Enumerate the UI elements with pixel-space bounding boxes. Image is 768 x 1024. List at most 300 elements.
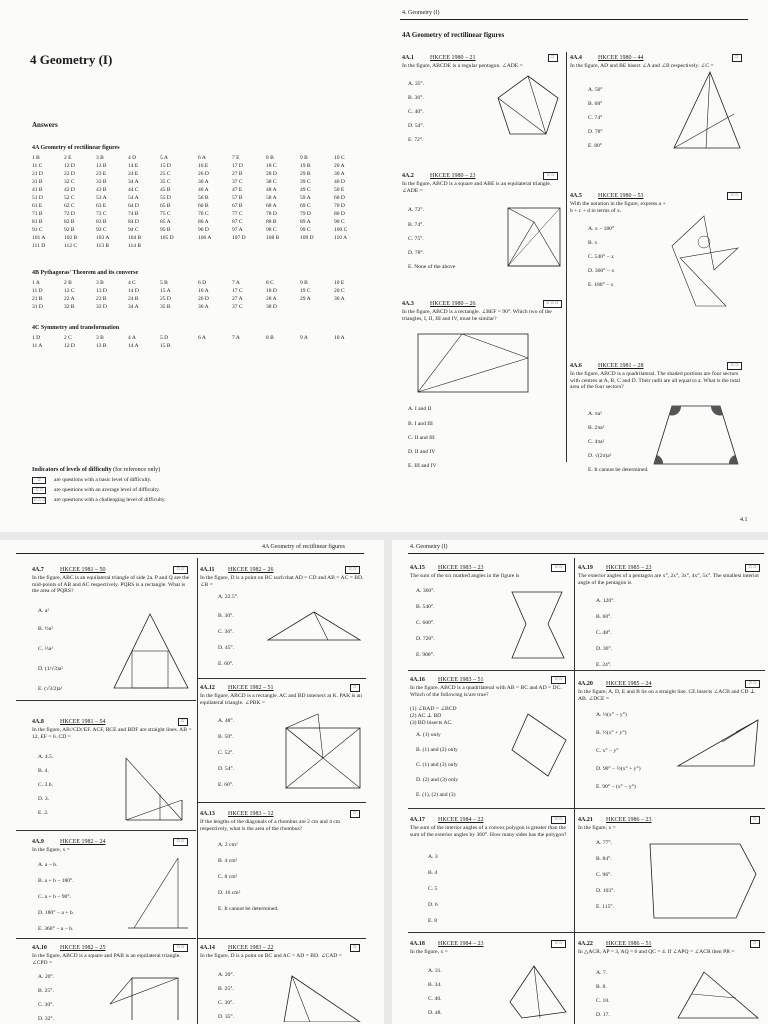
option-d: D. 6 (428, 902, 438, 908)
question-source: HKCEE 1982 – 26 (228, 567, 274, 573)
option-e: E. 2. (38, 810, 49, 816)
option-d: D. 78°. (408, 250, 425, 256)
difficulty-indicators (32, 467, 232, 511)
option-a: A. 20°. (38, 974, 55, 980)
option-e: E. 90° − (x° − y°) (596, 784, 636, 790)
option-e: E. 24°. (596, 662, 612, 668)
question-source: HKCEE 1985 – 24 (606, 681, 652, 687)
difficulty-star-icon: ☆☆ (551, 564, 566, 572)
answer-cell: 11 D (32, 288, 43, 294)
answer-cell: 30 A (334, 171, 345, 177)
question-stem: In the figure, D is a point on BC and AC = AD = BD. ∠CAD = (200, 953, 342, 959)
answer-cell: 28 D (266, 171, 277, 177)
page-answers (0, 0, 384, 532)
question-4a-17 (410, 816, 570, 928)
answer-cell: 60 D (334, 195, 345, 201)
option-e: E. 60°. (218, 782, 234, 788)
answer-cell: 37 C (232, 304, 243, 310)
difficulty-star-icon: ☆ (750, 816, 760, 824)
option-d: D. 32°. (38, 1016, 55, 1022)
answer-cell: 77 C (232, 211, 243, 217)
answer-cell: 22 A (64, 296, 75, 302)
option-c: C. 48°. (596, 630, 612, 636)
question-source: HKCEE 1983 – 51 (438, 677, 484, 683)
answer-cell: 32 C (64, 179, 75, 185)
question-source: HKCEE 1980 – 53 (598, 193, 644, 199)
answer-cell: 29 A (300, 296, 311, 302)
answer-cell: 10 C (334, 155, 345, 161)
answer-cell: 3 B (96, 155, 104, 161)
answer-cell: 97 A (232, 227, 243, 233)
option-d: D. 360° − x (588, 268, 615, 274)
question-number: 4A.21 (578, 817, 593, 823)
option-c: C. 30°. (38, 1002, 54, 1008)
question-number: 4A.19 (578, 565, 593, 571)
option-b: B. 60°. (596, 614, 612, 620)
answer-cell: 42 D (64, 187, 75, 193)
rectangle-triangles-figure (414, 330, 534, 398)
answer-cell: 10 A (334, 335, 345, 341)
question-source: HKCEE 1984 – 23 (438, 941, 484, 947)
answer-cell: 27 B (232, 171, 243, 177)
option-d: D. 54°. (218, 766, 235, 772)
square-figure (504, 202, 566, 272)
option-c: C. 5 (428, 886, 438, 892)
parallel-lines-figure (120, 752, 192, 824)
answer-cell: 80 D (334, 211, 345, 217)
answer-cell: 55 D (160, 195, 171, 201)
option-a: A. 72°. (408, 207, 425, 213)
answer-cell: 71 B (32, 211, 43, 217)
hexagon-figure (504, 586, 570, 662)
option-d: D. II and IV (408, 449, 436, 455)
option-b: B. 4 cm² (218, 858, 238, 864)
answers-heading: Answers (32, 121, 58, 129)
option-a: A. a − b. (38, 862, 58, 868)
answer-cell: 15 A (160, 288, 171, 294)
answer-cell: 101 A (32, 235, 46, 241)
answer-cell: 70 D (334, 203, 345, 209)
triangle-point-figure (280, 972, 364, 1022)
option-b: B. 25°. (218, 986, 234, 992)
indicator-average: are questions with an average level of difficulty. (54, 487, 160, 493)
question-stem: In the figure, ABC is an equilateral triangle of side 2a. P and Q are the mid-points of AB and AC respectively. PQRS is a rectangle. What is the area of PQRS? (32, 575, 190, 595)
answer-cell: 14 A (128, 343, 139, 349)
question-stem: In the figure, AD and BE bisect ∠A and ∠B respectively. ∠C = (570, 63, 714, 69)
question-4a-9 (32, 838, 192, 934)
chapter-title: 4 Geometry (I) (30, 52, 113, 67)
answer-cell: 24 B (128, 296, 139, 302)
section-heading: 4A Geometry of rectilinear figures (402, 31, 505, 39)
difficulty-star-icon: ☆☆ (173, 944, 188, 952)
option-a: A. 2 cm² (218, 842, 238, 848)
difficulty-star-icon: ☆☆ (727, 362, 742, 370)
option-c: C. 4πa² (588, 439, 605, 445)
difficulty-star-icon: ☆ (750, 940, 760, 948)
question-number: 4A.5 (570, 193, 582, 199)
answer-cell: 99 C (300, 227, 311, 233)
answer-cell: 34 A (128, 304, 139, 310)
question-4a-15 (410, 564, 570, 668)
star-three-icon: ☆☆☆ (33, 498, 46, 503)
square-triangle-figure (106, 974, 192, 1020)
answer-cell: 13 B (96, 343, 107, 349)
condition-3: (3) BD bisects AC. (410, 720, 453, 726)
answer-cell: 7 A (232, 335, 240, 341)
answer-cell: 5 A (160, 155, 168, 161)
answer-cell: 88 B (266, 219, 277, 225)
answer-cell: 100 C (334, 227, 348, 233)
answer-cell: 39 C (300, 179, 311, 185)
answer-cell: 56 B (198, 195, 209, 201)
option-c: C. 96°. (596, 872, 612, 878)
answer-cell: 26 D (198, 171, 209, 177)
option-d: D. (1/√3)a² (38, 666, 63, 672)
question-stem: In △ACR, AP = 3, AQ = 6 and QC = 4. If ∠APQ = ∠ACR then PR = (578, 949, 735, 955)
option-d: D. 3. (38, 796, 50, 802)
option-a: A. 22.5°. (218, 594, 239, 600)
answer-cell: 12 D (64, 163, 75, 169)
answer-cell: 17 C (232, 288, 243, 294)
answer-cell: 86 A (198, 219, 209, 225)
question-number: 4A.22 (578, 941, 593, 947)
answer-cell: 14 D (128, 288, 139, 294)
answer-cell: 8 B (266, 335, 274, 341)
answer-cell: 37 C (232, 179, 243, 185)
answer-cell: 87 C (232, 219, 243, 225)
answer-cell: 5 D (160, 335, 169, 341)
answer-cell: 26 D (198, 296, 209, 302)
answer-cell: 28 A (266, 296, 277, 302)
difficulty-star-icon: ☆ (350, 810, 360, 818)
difficulty-star-icon: ☆ (732, 54, 742, 62)
answer-cell: 34 A (128, 179, 139, 185)
answer-grid-4b (32, 280, 362, 316)
answer-cell: 105 D (160, 235, 174, 241)
indicator-challenging: are questions with a challenging level of difficulty. (54, 497, 166, 503)
option-e: E. (1), (2) and (3) (416, 792, 456, 798)
option-a: A. 48°. (218, 718, 235, 724)
answer-cell: 17 D (232, 163, 243, 169)
question-source: HKCEE 1982 – 25 (60, 945, 106, 951)
answer-cell: 21 D (32, 171, 43, 177)
question-source: HKCEE 1982 – 24 (60, 839, 106, 845)
star-one-icon: ☆ (32, 477, 46, 484)
question-4a-22 (578, 940, 764, 1022)
answer-cell: 69 C (300, 203, 311, 209)
bisector-triangle-figure (670, 68, 744, 152)
answer-cell: 51 D (32, 195, 43, 201)
option-a: A. 120°. (596, 598, 615, 604)
question-4a-19 (578, 564, 764, 668)
question-source: HKCEE 1982 – 51 (228, 685, 274, 691)
option-e: E. 60°. (218, 661, 234, 667)
option-b: B. a + b − 180°. (38, 878, 74, 884)
answer-cell: 33 D (96, 304, 107, 310)
option-e: E. III and IV (408, 463, 437, 469)
option-c: C. 75°. (408, 236, 424, 242)
indicators-note: (for reference only) (113, 467, 161, 473)
question-stem: In the figure, ABCD is a square and ABE is an equilateral triangle. ∠ADE = (402, 181, 552, 194)
question-number: 4A.9 (32, 839, 44, 845)
question-4a-7 (32, 566, 192, 696)
answer-cell: 35 C (160, 179, 171, 185)
question-source: HKCEE 1985 – 23 (606, 565, 652, 571)
answer-cell: 62 C (64, 203, 75, 209)
question-source: HKCEE 1986 – 51 (606, 941, 652, 947)
answer-cell: 48 A (266, 187, 277, 193)
answer-cell: 63 E (96, 203, 107, 209)
angle-figure (124, 852, 192, 932)
bisector-line-figure (674, 710, 762, 770)
option-a: A. I and II (408, 406, 432, 412)
question-number: 4A.7 (32, 567, 44, 573)
answer-cell: 111 D (32, 243, 46, 249)
option-b: B. 74°. (408, 222, 424, 228)
option-c: C. 540° − x (588, 254, 614, 260)
option-e: E. 360° − a − b. (38, 926, 74, 932)
answer-cell: 6 A (198, 155, 206, 161)
option-a: A. a² (38, 608, 49, 614)
answer-cell: 52 C (64, 195, 75, 201)
answer-cell: 3 B (96, 280, 104, 286)
question-source: HKCEE 1981 – 28 (598, 363, 644, 369)
question-number: 4A.10 (32, 945, 47, 951)
answer-cell: 16 A (198, 288, 209, 294)
question-4a-11 (200, 566, 364, 676)
question-number: 4A.12 (200, 685, 215, 691)
answer-cell: 65 B (160, 203, 171, 209)
answer-cell: 20 A (334, 163, 345, 169)
option-e: E. 80° (588, 143, 603, 149)
answer-cell: 78 D (266, 211, 277, 217)
answer-cell: 2 E (64, 155, 72, 161)
answer-cell: 53 A (96, 195, 107, 201)
option-c: C. 74° (588, 115, 603, 121)
answer-cell: 24 E (128, 171, 139, 177)
option-d: D. 103°. (596, 888, 615, 894)
section-4a-heading: 4A Geometry of rectilinear figures (32, 145, 120, 151)
question-stem: In the figure, ABCDE is a regular pentagon. ∠ADE = (402, 63, 523, 69)
question-stem: In the figure, AB//CD//EF. ACF, BCE and BDF are straight lines. AB = 12, EF = 6. CD = (32, 727, 192, 740)
condition-1: (1) ∠BAD = ∠BCD (410, 706, 457, 712)
answer-cell: 14 E (128, 163, 139, 169)
question-4a-18 (410, 940, 570, 1022)
star-two-icon: ☆☆ (32, 487, 46, 494)
option-a: A. 4.5. (38, 754, 54, 760)
question-number: 4A.13 (200, 811, 215, 817)
question-source: HKCEE 1980 – 23 (430, 173, 476, 179)
option-b: B. 540°. (416, 604, 435, 610)
question-4a-8 (32, 718, 192, 828)
option-d: D. 17. (596, 1012, 610, 1018)
question-4a-13 (200, 810, 364, 934)
page-4a-part1 (384, 0, 768, 532)
option-b: B. 68° (588, 101, 603, 107)
answer-cell: 30 A (334, 296, 345, 302)
answer-cell: 9 B (300, 280, 308, 286)
answer-cell: 114 B (128, 243, 142, 249)
answer-cell: 8 C (266, 280, 274, 286)
question-stem: In the figure, x = (32, 847, 70, 853)
option-a: A. 3 (428, 854, 438, 860)
question-stem: In the figure, ABCD is a rectangle. ∠BEF = 90°. Which two of the triangles, I, II, III and IV, must be similar? (402, 309, 552, 322)
answer-cell: 4 C (128, 280, 136, 286)
similar-triangle-figure (674, 968, 762, 1022)
option-d: D. √(2π)a² (588, 453, 612, 459)
option-b: B. 25°. (38, 988, 54, 994)
pentagon-angles-figure (644, 834, 762, 924)
answer-cell: 58 A (266, 195, 277, 201)
option-a: A. 35°. (408, 81, 425, 87)
option-a: A. 360°. (416, 588, 435, 594)
answer-cell: 107 D (232, 235, 246, 241)
polygon-angle-figure (506, 962, 570, 1022)
answer-cell: 5 B (160, 280, 168, 286)
answer-cell: 7 A (232, 280, 240, 286)
option-b: B. 84°. (596, 856, 612, 862)
question-4a-2 (402, 172, 562, 280)
question-4a-16 (410, 676, 570, 806)
answer-cell: 19 B (300, 163, 311, 169)
question-stem: In the figure, ABCD is a rectangle. AC and BD intersect at K. PAK is an equilateral triangle. ∠PBK = (200, 693, 362, 706)
answer-cell: 2 B (64, 280, 72, 286)
option-e: E. 8 (428, 918, 438, 924)
answer-cell: 103 A (96, 235, 110, 241)
question-stem: In the figure, x = (578, 825, 616, 831)
answer-cell: 4 A (128, 335, 136, 341)
option-b: B. 36°. (408, 95, 424, 101)
option-a: A. 31. (428, 968, 442, 974)
option-d: D. (2) and (3) only (416, 777, 459, 783)
answer-cell: 20 C (334, 288, 345, 294)
option-b: B. (1) and (2) only (416, 747, 458, 753)
answer-cell: 98 C (266, 227, 277, 233)
difficulty-star-icon: ☆☆ (543, 172, 558, 180)
question-number: 4A.18 (410, 941, 425, 947)
question-number: 4A.3 (402, 301, 414, 307)
answer-cell: 92 B (64, 227, 75, 233)
answer-cell: 57 B (232, 195, 243, 201)
answer-cell: 45 B (160, 187, 171, 193)
question-4a-5 (570, 192, 746, 302)
answer-cell: 8 B (266, 155, 274, 161)
isosceles-figure (264, 606, 364, 646)
question-source: HKCEE 1980 – 44 (598, 55, 644, 61)
question-number: 4A.15 (410, 565, 425, 571)
condition-2: (2) AC ⊥ BD (410, 713, 442, 719)
answer-cell: 10 E (334, 280, 345, 286)
option-b: B. 2πa² (588, 425, 605, 431)
answer-cell: 32 B (64, 304, 75, 310)
question-source: HKCEE 1983 – 23 (438, 565, 484, 571)
option-c: C. II and III (408, 435, 435, 441)
option-d: D. 180° − a + b. (38, 910, 75, 916)
option-d: D. 36°. (596, 646, 613, 652)
option-a: A. x − 180° (588, 226, 615, 232)
answer-cell: 66 B (198, 203, 209, 209)
answer-cell: 96 D (198, 227, 209, 233)
answer-cell: 64 D (128, 203, 139, 209)
answer-cell: 18 C (266, 163, 277, 169)
running-head: 4. Geometry (I) (402, 10, 440, 16)
question-number: 4A.8 (32, 719, 44, 725)
question-stem: In the figure, ABCD is a square and PAB is an equilateral triangle. ∠CPD = (32, 953, 181, 966)
question-4a-4 (570, 54, 746, 154)
option-d: D. 45°. (218, 645, 235, 651)
answer-cell: 6 A (198, 335, 206, 341)
option-b: B. 4. (38, 768, 49, 774)
difficulty-star-icon: ☆☆ (727, 192, 742, 200)
answer-cell: 112 C (64, 243, 78, 249)
answer-cell: 7 E (232, 155, 240, 161)
answer-cell: 109 D (300, 235, 314, 241)
answer-cell: 47 E (232, 187, 243, 193)
option-b: B. 30°. (218, 613, 234, 619)
section-4b-heading: 4B Pythagoras' Theorem and its converse (32, 270, 139, 276)
answer-cell: 35 B (160, 304, 171, 310)
page-4a-part2 (0, 540, 384, 1024)
answer-cell: 27 A (232, 296, 243, 302)
difficulty-star-icon: ☆☆ (551, 940, 566, 948)
page-number: 4.1 (740, 517, 748, 523)
answer-cell: 19 C (300, 288, 311, 294)
option-e: E. 900°. (416, 652, 435, 658)
answer-cell: 31 D (32, 304, 43, 310)
answer-cell: 1 A (32, 280, 40, 286)
answer-cell: 67 B (232, 203, 243, 209)
answer-cell: 2 C (64, 335, 72, 341)
question-stem: With the notation in the figure, express a + b + c + d in terms of x. (570, 201, 666, 214)
option-b: B. 8. (596, 984, 607, 990)
difficulty-star-icon: ☆☆ (173, 838, 188, 846)
answer-cell: 44 C (128, 187, 139, 193)
answer-cell: 36 A (198, 304, 209, 310)
option-c: C. x° − y° (596, 748, 619, 754)
difficulty-star-icon: ☆ (548, 54, 558, 62)
question-source: HKCEE 1980 – 21 (430, 55, 476, 61)
answer-cell: 61 E (32, 203, 43, 209)
question-4a-20 (578, 680, 764, 806)
answer-cell: 23 B (96, 296, 107, 302)
answer-cell: 94 C (128, 227, 139, 233)
answer-cell: 29 B (300, 171, 311, 177)
option-a: A. 77°. (596, 840, 613, 846)
answer-cell: 1 B (32, 155, 40, 161)
answer-cell: 75 C (160, 211, 171, 217)
answer-cell: 102 B (64, 235, 78, 241)
question-4a-3 (402, 300, 566, 478)
answer-cell: 49 C (300, 187, 311, 193)
answer-cell: 46 A (198, 187, 209, 193)
question-stem: The exterior angles of a pentagon are x°, 2x°, 3x°, 4x°, 5x°. The smallest interior angle of the pentagon is (578, 573, 760, 586)
question-4a-12 (200, 684, 364, 800)
question-stem: In the figure, A, D, E and B lie on a straight line. CE bisects ∠ACB and CD ⊥ AB. ∠DCE = (578, 689, 756, 702)
option-c: C. 40. (428, 996, 442, 1002)
question-source: HKCEE 1981 – 54 (60, 719, 106, 725)
question-source: HKCEE 1983 – 12 (228, 811, 274, 817)
answer-cell: 68 A (266, 203, 277, 209)
answer-cell: 108 B (266, 235, 280, 241)
question-4a-1 (402, 54, 562, 154)
answer-cell: 1 D (32, 335, 41, 341)
question-stem: The sum of the interior angles of a convex polygon is greater than the sum of the exterior angles by 360°. How many sides has the polygon? (410, 825, 567, 838)
option-c: C. 10. (596, 998, 610, 1004)
difficulty-star-icon: ☆ (350, 944, 360, 952)
option-e: E. 115°. (596, 904, 615, 910)
option-c: C. 3.6. (38, 782, 53, 788)
option-d: D. 90° − ½(x° + y°) (596, 766, 641, 772)
